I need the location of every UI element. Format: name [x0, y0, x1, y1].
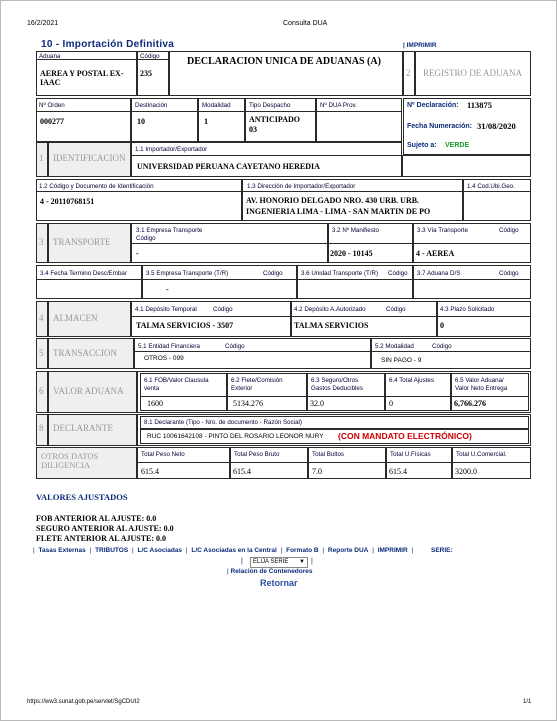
via-transporte-caption: 3.3 Vía Transporte — [417, 227, 468, 234]
formato-b-link[interactable]: Formato B — [286, 547, 319, 554]
peso-neto-caption: Total Peso Neto — [141, 451, 185, 458]
fob-caption-2: venta — [144, 385, 160, 392]
ubigeo-cell — [463, 179, 531, 221]
deposito-temporal-value: TALMA SERVICIOS - 3507 — [136, 321, 234, 330]
fob-ajuste: FOB ANTERIOR AL AJUSTE: 0.0 — [36, 514, 157, 523]
imprimir-link-top[interactable]: | IMPRIMIR — [403, 42, 437, 49]
tipo-despacho-caption: Tipo Despacho — [249, 102, 291, 109]
declaracion-title: DECLARACION UNICA DE ADUANAS (A) — [187, 56, 381, 67]
manifiesto-value: 2020 - 10145 — [330, 249, 373, 258]
fecha-numeracion-caption: Fecha Numeración: — [407, 123, 472, 130]
destinacion-value: 10 — [137, 117, 145, 126]
chevron-down-icon: ▼ — [299, 559, 305, 565]
regime-title: 10 - Importación Definitiva — [41, 39, 175, 50]
tipo-despacho-code: 03 — [249, 125, 257, 134]
dua-prov-caption: Nº DUA Prov. — [320, 102, 357, 109]
codigo-doc-caption: 1.2 Código y Documento de Identificación — [39, 183, 154, 190]
imprimir-link[interactable]: IMPRIMIR — [377, 547, 408, 554]
empresa-transporte-codigo: Código — [136, 235, 156, 242]
empresa-tr-caption: 3.5 Empresa Transporte (T/R) — [146, 270, 229, 277]
mandato-electronico: (CON MANDATO ELECTRÓNICO) — [338, 431, 472, 441]
declarante-cap-cell — [140, 416, 529, 429]
print-page-title: Consulta DUA — [283, 20, 328, 27]
almacen-label: ALMACEN — [53, 313, 98, 323]
direccion-value-line2: INGENIERIA LIMA - LIMA - SAN MARTIN DE PO — [246, 207, 431, 216]
modalidad-pago-caption: 5.2 Modalidad — [375, 343, 414, 350]
seguro-ajuste: SEGURO ANTERIOR AL AJUSTE: 0.0 — [36, 524, 174, 533]
almacen-number: 4 — [39, 313, 44, 323]
seguro-caption-1: 6.3 Seguro/Otros — [311, 377, 359, 384]
entidad-financiera-cell — [134, 338, 371, 369]
num-declaracion-value: 113875 — [467, 100, 493, 110]
orden-value: 000277 — [40, 117, 64, 126]
modalidad-caption: Modalidad — [202, 102, 231, 109]
seguro-caption-2: Gastos Deducibles — [311, 385, 363, 392]
divider — [36, 59, 137, 60]
valor-neto-caption-1: 6.5 Valor Aduana/ — [455, 377, 504, 384]
aduana-caption: Aduana — [39, 53, 61, 60]
valor-aduana-label: VALOR ADUANA — [53, 386, 124, 396]
transporte-label: TRANSPORTE — [53, 237, 111, 247]
flete-caption-1: 6.2 Flete/Comisión — [231, 377, 283, 384]
plazo-value: 0 — [440, 321, 444, 330]
tipo-despacho-value: ANTICIPADO — [249, 115, 300, 124]
direccion-caption: 1.3 Dirección de Importador/Exportador — [247, 183, 356, 190]
relacion-contenedores-link[interactable]: Relacion de Contenedores — [230, 568, 313, 575]
importador-cell — [131, 142, 402, 177]
bultos-value: 7.0 — [312, 467, 322, 476]
declarante-value: RUC 10061642108 - PINTO DEL ROSARIO LEONOR NURY — [147, 433, 324, 440]
entidad-financiera-value: OTROS - 099 — [144, 355, 184, 362]
valor-neto-value: 6,766.276 — [454, 399, 486, 408]
fob-caption-1: 6.1 FOB/Valor Clausula — [144, 377, 209, 384]
orden-caption: Nº Orden — [39, 102, 65, 109]
codigo-doc-value: 4 - 20110768151 — [40, 197, 95, 206]
aduana-ds-cell — [413, 265, 531, 299]
aduana-ds-caption: 3.7 Aduana D/S — [417, 270, 461, 277]
ajustes-cell — [385, 373, 451, 411]
flete-ajuste: FLETE ANTERIOR AL AJUSTE: 0.0 — [36, 534, 167, 543]
codigo-caption: Código — [140, 53, 160, 60]
deposito-temporal-cell — [131, 301, 291, 337]
registro-number: 2 — [406, 68, 411, 78]
modalidad-pago-cell — [371, 338, 531, 369]
plazo-cell — [437, 301, 531, 337]
select-right-bar: | — [311, 558, 313, 565]
otros-datos-label: OTROS DATOS — [41, 451, 99, 461]
valores-ajustados-title: VALORES AJUSTADOS — [36, 492, 128, 502]
transporte-number: 3 — [39, 237, 44, 247]
aduana-ds-codigo: Código — [499, 270, 519, 277]
sujeto-value: VERDE — [445, 142, 470, 149]
declarante-label: DECLARANTE — [53, 423, 113, 433]
destinacion-caption: Destinación — [135, 102, 168, 109]
contenedores-row: | Relacion de Contenedores — [227, 568, 313, 575]
manifiesto-caption: 3.2 Nº Manifiesto — [332, 227, 379, 234]
valor-aduana-number: 6 — [39, 386, 44, 396]
imprimir-label[interactable]: IMPRIMIR — [406, 42, 437, 49]
seguro-value: 32.0 — [310, 399, 324, 408]
print-date: 16/2/2021 — [27, 20, 59, 27]
empresa-transporte-value: - — [136, 249, 139, 258]
deposito-autorizado-value: TALMA SERVICIOS — [294, 321, 369, 330]
peso-bruto-value: 615.4 — [233, 467, 251, 476]
tasas-externas-link[interactable]: Tasas Externas — [38, 547, 86, 554]
valor-neto-caption-2: Valor Neto Entrega — [455, 385, 508, 392]
bultos-caption: Total Bultos — [312, 451, 344, 458]
peso-neto-value: 615.4 — [141, 467, 159, 476]
diligencia-label: DILIGENCIA — [41, 460, 91, 470]
importador-value: UNIVERSIDAD PERUANA CAYETANO HEREDIA — [137, 162, 320, 171]
fecha-termino-caption: 3.4 Fecha Termino Desc/Embar — [40, 270, 127, 277]
deposito-temporal-caption: 4.1 Depósito Temporal — [135, 306, 197, 313]
u-fisicas-value: 615.4 — [389, 467, 407, 476]
u-fisicas-caption: Total U.Físicas — [390, 451, 431, 458]
ubigeo-caption: 1.4 Cod.Ubi.Geo. — [467, 183, 515, 190]
unidad-tr-cell — [297, 265, 413, 299]
transaccion-label: TRANSACCION — [53, 348, 118, 358]
identificacion-number: 1 — [39, 153, 44, 163]
plazo-caption: 4.3 Plazo Solicitado — [440, 306, 495, 313]
fecha-termino-cell — [36, 265, 142, 299]
num-declaracion-caption: Nº Declaración: — [407, 102, 459, 109]
via-transporte-value: 4 - AEREA — [416, 249, 455, 258]
entidad-financiera-codigo: Código — [225, 343, 245, 350]
links-row: | Tasas Externas | TRIBUTOS | L/C Asociadas | L/C Asociadas en la Central | Formato B | Reporte DUA | IMPRIMIR | SERIE: — [33, 547, 453, 554]
tributos-link[interactable]: TRIBUTOS — [95, 547, 129, 554]
modalidad-value: 1 — [204, 117, 208, 126]
dua-prov-cell — [316, 98, 402, 142]
deposito-autorizado-cell — [291, 301, 437, 337]
footer-page-count: 1/1 — [523, 699, 532, 705]
unidad-tr-caption: 3.6 Unidad Transporte (T/R) — [301, 270, 379, 277]
empresa-transporte-caption: 3.1 Empresa Transporte — [136, 227, 203, 234]
modalidad-pago-codigo: Código — [432, 343, 452, 350]
transaccion-number: 5 — [39, 348, 44, 358]
registro-label: REGISTRO DE ADUANA — [423, 68, 522, 78]
declarante-caption: 8.1 Declarante (Tipo - Nro. de documento - Razón Social) — [144, 419, 302, 426]
serie-label: SERIE: — [431, 547, 453, 554]
aduana-value: AEREA Y POSTAL EX-IAAC — [40, 69, 124, 87]
ajustes-caption: 6.4 Total Ajustes — [389, 377, 434, 384]
deposito-autorizado-caption: 4.2 Depósito A.Autorizado — [294, 306, 366, 313]
unidad-tr-codigo: Código — [388, 270, 408, 277]
serie-select[interactable] — [250, 557, 308, 568]
lc-asociadas-link[interactable]: L/C Asociadas — [137, 547, 183, 554]
divider — [137, 59, 169, 60]
footer-url: https://ww3.sunat.gob.pe/servlet/SgCDUI2 — [27, 699, 140, 705]
fecha-numeracion-value: 31/08/2020 — [477, 121, 516, 131]
flete-caption-2: Exterior — [231, 385, 253, 392]
deposito-temporal-codigo: Código — [213, 306, 233, 313]
u-comercial-value: 3200.0 — [455, 467, 477, 476]
identificacion-label: IDENTIFICACION — [53, 153, 126, 163]
empresa-tr-codigo: Código — [263, 270, 283, 277]
lc-asociadas-central-link[interactable]: L/C Asociadas en la Central — [191, 547, 277, 554]
entidad-financiera-caption: 5.1 Entidad Financiera — [138, 343, 200, 350]
deposito-autorizado-codigo: Código — [386, 306, 406, 313]
declarante-number: 8 — [39, 423, 44, 433]
ajustes-value: 0 — [389, 399, 393, 408]
importador-caption: 1.1 Importador/Exportador — [135, 146, 208, 153]
peso-bruto-caption: Total Peso Bruto — [234, 451, 280, 458]
reporte-dua-link[interactable]: Reporte DUA — [327, 547, 369, 554]
select-left-bar: | — [241, 558, 243, 565]
flete-value: 5134.276 — [233, 399, 263, 408]
sujeto-caption: Sujeto a: — [407, 142, 437, 149]
identificacion-right-cell — [402, 155, 531, 177]
direccion-value-line1: AV. HONORIO DELGADO NRO. 430 URB. URB. — [246, 196, 420, 205]
u-comercial-caption: Total U.Comercial. — [456, 451, 507, 458]
empresa-tr-value: - — [166, 285, 169, 294]
via-transporte-codigo: Código — [499, 227, 519, 234]
fob-value: 1600 — [147, 399, 163, 408]
serie-select-value: ELIJA SERIE — [253, 559, 289, 565]
modalidad-pago-value: SIN PAGO - 9 — [381, 357, 422, 364]
retornar-link[interactable]: Retornar — [260, 578, 298, 588]
codigo-value: 235 — [140, 69, 152, 78]
